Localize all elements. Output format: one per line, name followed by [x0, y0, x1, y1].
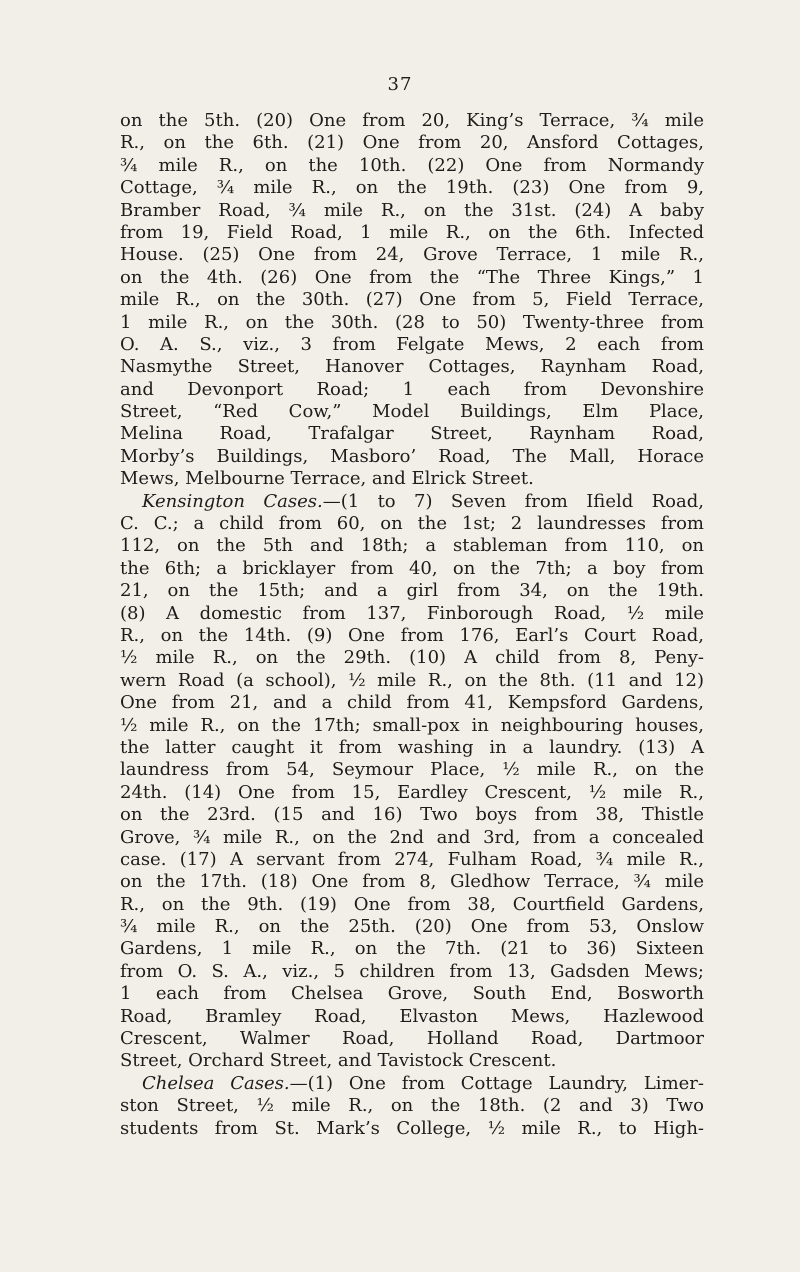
text-line: R., on the 9th. (19) One from 38, Courtfield Gardens,: [120, 893, 704, 915]
text-line: Melina Road, Trafalgar Street, Raynham Road,: [120, 423, 704, 445]
kensington-heading-rest: —(1 to 7) Seven from Ifield Road,: [322, 490, 704, 512]
text-line: Street, “Red Cow,” Model Buildings, Elm Place,: [120, 401, 704, 423]
text-line: and Devonport Road; 1 each from Devonshire: [120, 378, 704, 400]
text-line: Crescent, Walmer Road, Holland Road, Dartmoor: [120, 1028, 704, 1050]
text-line: Bramber Road, ¾ mile R., on the 31st. (24) A baby: [120, 199, 704, 221]
text-line: from 19, Field Road, 1 mile R., on the 6th. Infected: [120, 221, 704, 243]
text-line: the latter caught it from washing in a laundry. (13) A: [120, 736, 704, 758]
text-line: Road, Bramley Road, Elvaston Mews, Hazlewood: [120, 1005, 704, 1027]
text-line: students from St. Mark’s College, ½ mile R., to High-: [120, 1117, 704, 1139]
text-line: Cottage, ¾ mile R., on the 19th. (23) One from 9,: [120, 177, 704, 199]
text-line: 112, on the 5th and 18th; a stableman from 110, on: [120, 535, 704, 557]
text-line: Morby’s Buildings, Masboro’ Road, The Mall, Horace: [120, 445, 704, 467]
text-line: case. (17) A servant from 274, Fulham Road, ¾ mile R.,: [120, 848, 704, 870]
text-line: (8) A domestic from 137, Finborough Road, ½ mile: [120, 602, 704, 624]
text-line: O. A. S., viz., 3 from Felgate Mews, 2 each from: [120, 333, 704, 355]
text-line: Grove, ¾ mile R., on the 2nd and 3rd, from a concealed: [120, 826, 704, 848]
chelsea-cases-heading: Chelsea Cases.: [142, 1072, 290, 1094]
text-line: Street, Orchard Street, and Tavistock Crescent.: [120, 1050, 557, 1072]
text-line: House. (25) One from 24, Grove Terrace, 1 mile R.,: [120, 244, 704, 266]
text-line: 24th. (14) One from 15, Eardley Crescent, ½ mile R.,: [120, 781, 704, 803]
text-line: on the 17th. (18) One from 8, Gledhow Terrace, ¾ mile: [120, 871, 704, 893]
text-line: ¾ mile R., on the 25th. (20) One from 53, Onslow: [120, 916, 704, 938]
text-line: mile R., on the 30th. (27) One from 5, Field Terrace,: [120, 289, 704, 311]
text-line: 1 each from Chelsea Grove, South End, Bosworth: [120, 983, 704, 1005]
text-line: 1 mile R., on the 30th. (28 to 50) Twenty-three from: [120, 311, 704, 333]
text-line: on the 4th. (26) One from the “The Three Kings,” 1: [120, 266, 704, 288]
text-line: ½ mile R., on the 29th. (10) A child from 8, Peny-: [120, 647, 704, 669]
text-line: Mews, Melbourne Terrace, and Elrick Street.: [120, 468, 534, 490]
text-line: One from 21, and a child from 41, Kempsford Gardens,: [120, 692, 704, 714]
text-line: on the 23rd. (15 and 16) Two boys from 38, Thistle: [120, 804, 704, 826]
kensington-heading-line: [120, 491, 704, 513]
text-line: Gardens, 1 mile R., on the 7th. (21 to 36) Sixteen: [120, 938, 704, 960]
text-line: ¾ mile R., on the 10th. (22) One from Normandy: [120, 154, 704, 176]
body-text: [120, 110, 704, 1140]
text-line: wern Road (a school), ½ mile R., on the 8th. (11 and 12): [120, 669, 704, 691]
text-line: C. C.; a child from 60, on the 1st; 2 laundresses from: [120, 513, 704, 535]
chelsea-heading-rest: —(1) One from Cottage Laundry, Limer-: [289, 1072, 704, 1094]
text-line: ½ mile R., on the 17th; small-pox in neighbouring houses,: [120, 714, 704, 736]
page-number: 37: [387, 74, 413, 95]
text-line: 21, on the 15th; and a girl from 34, on the 19th.: [120, 580, 704, 602]
text-line: the 6th; a bricklayer from 40, on the 7th; a boy from: [120, 557, 704, 579]
text-line: Nasmythe Street, Hanover Cottages, Raynham Road,: [120, 356, 704, 378]
text-line: R., on the 6th. (21) One from 20, Ansford Cottages,: [120, 132, 704, 154]
kensington-cases-heading: Kensington Cases.: [142, 490, 323, 512]
chelsea-heading-line: [120, 1073, 704, 1095]
text-line: laundress from 54, Seymour Place, ½ mile R., on the: [120, 759, 704, 781]
text-line: from O. S. A., viz., 5 children from 13, Gadsden Mews;: [120, 960, 704, 982]
text-line: ston Street, ½ mile R., on the 18th. (2 and 3) Two: [120, 1095, 704, 1117]
text-line: R., on the 14th. (9) One from 176, Earl’s Court Road,: [120, 624, 704, 646]
text-line: on the 5th. (20) One from 20, King’s Terrace, ¾ mile: [120, 110, 704, 131]
